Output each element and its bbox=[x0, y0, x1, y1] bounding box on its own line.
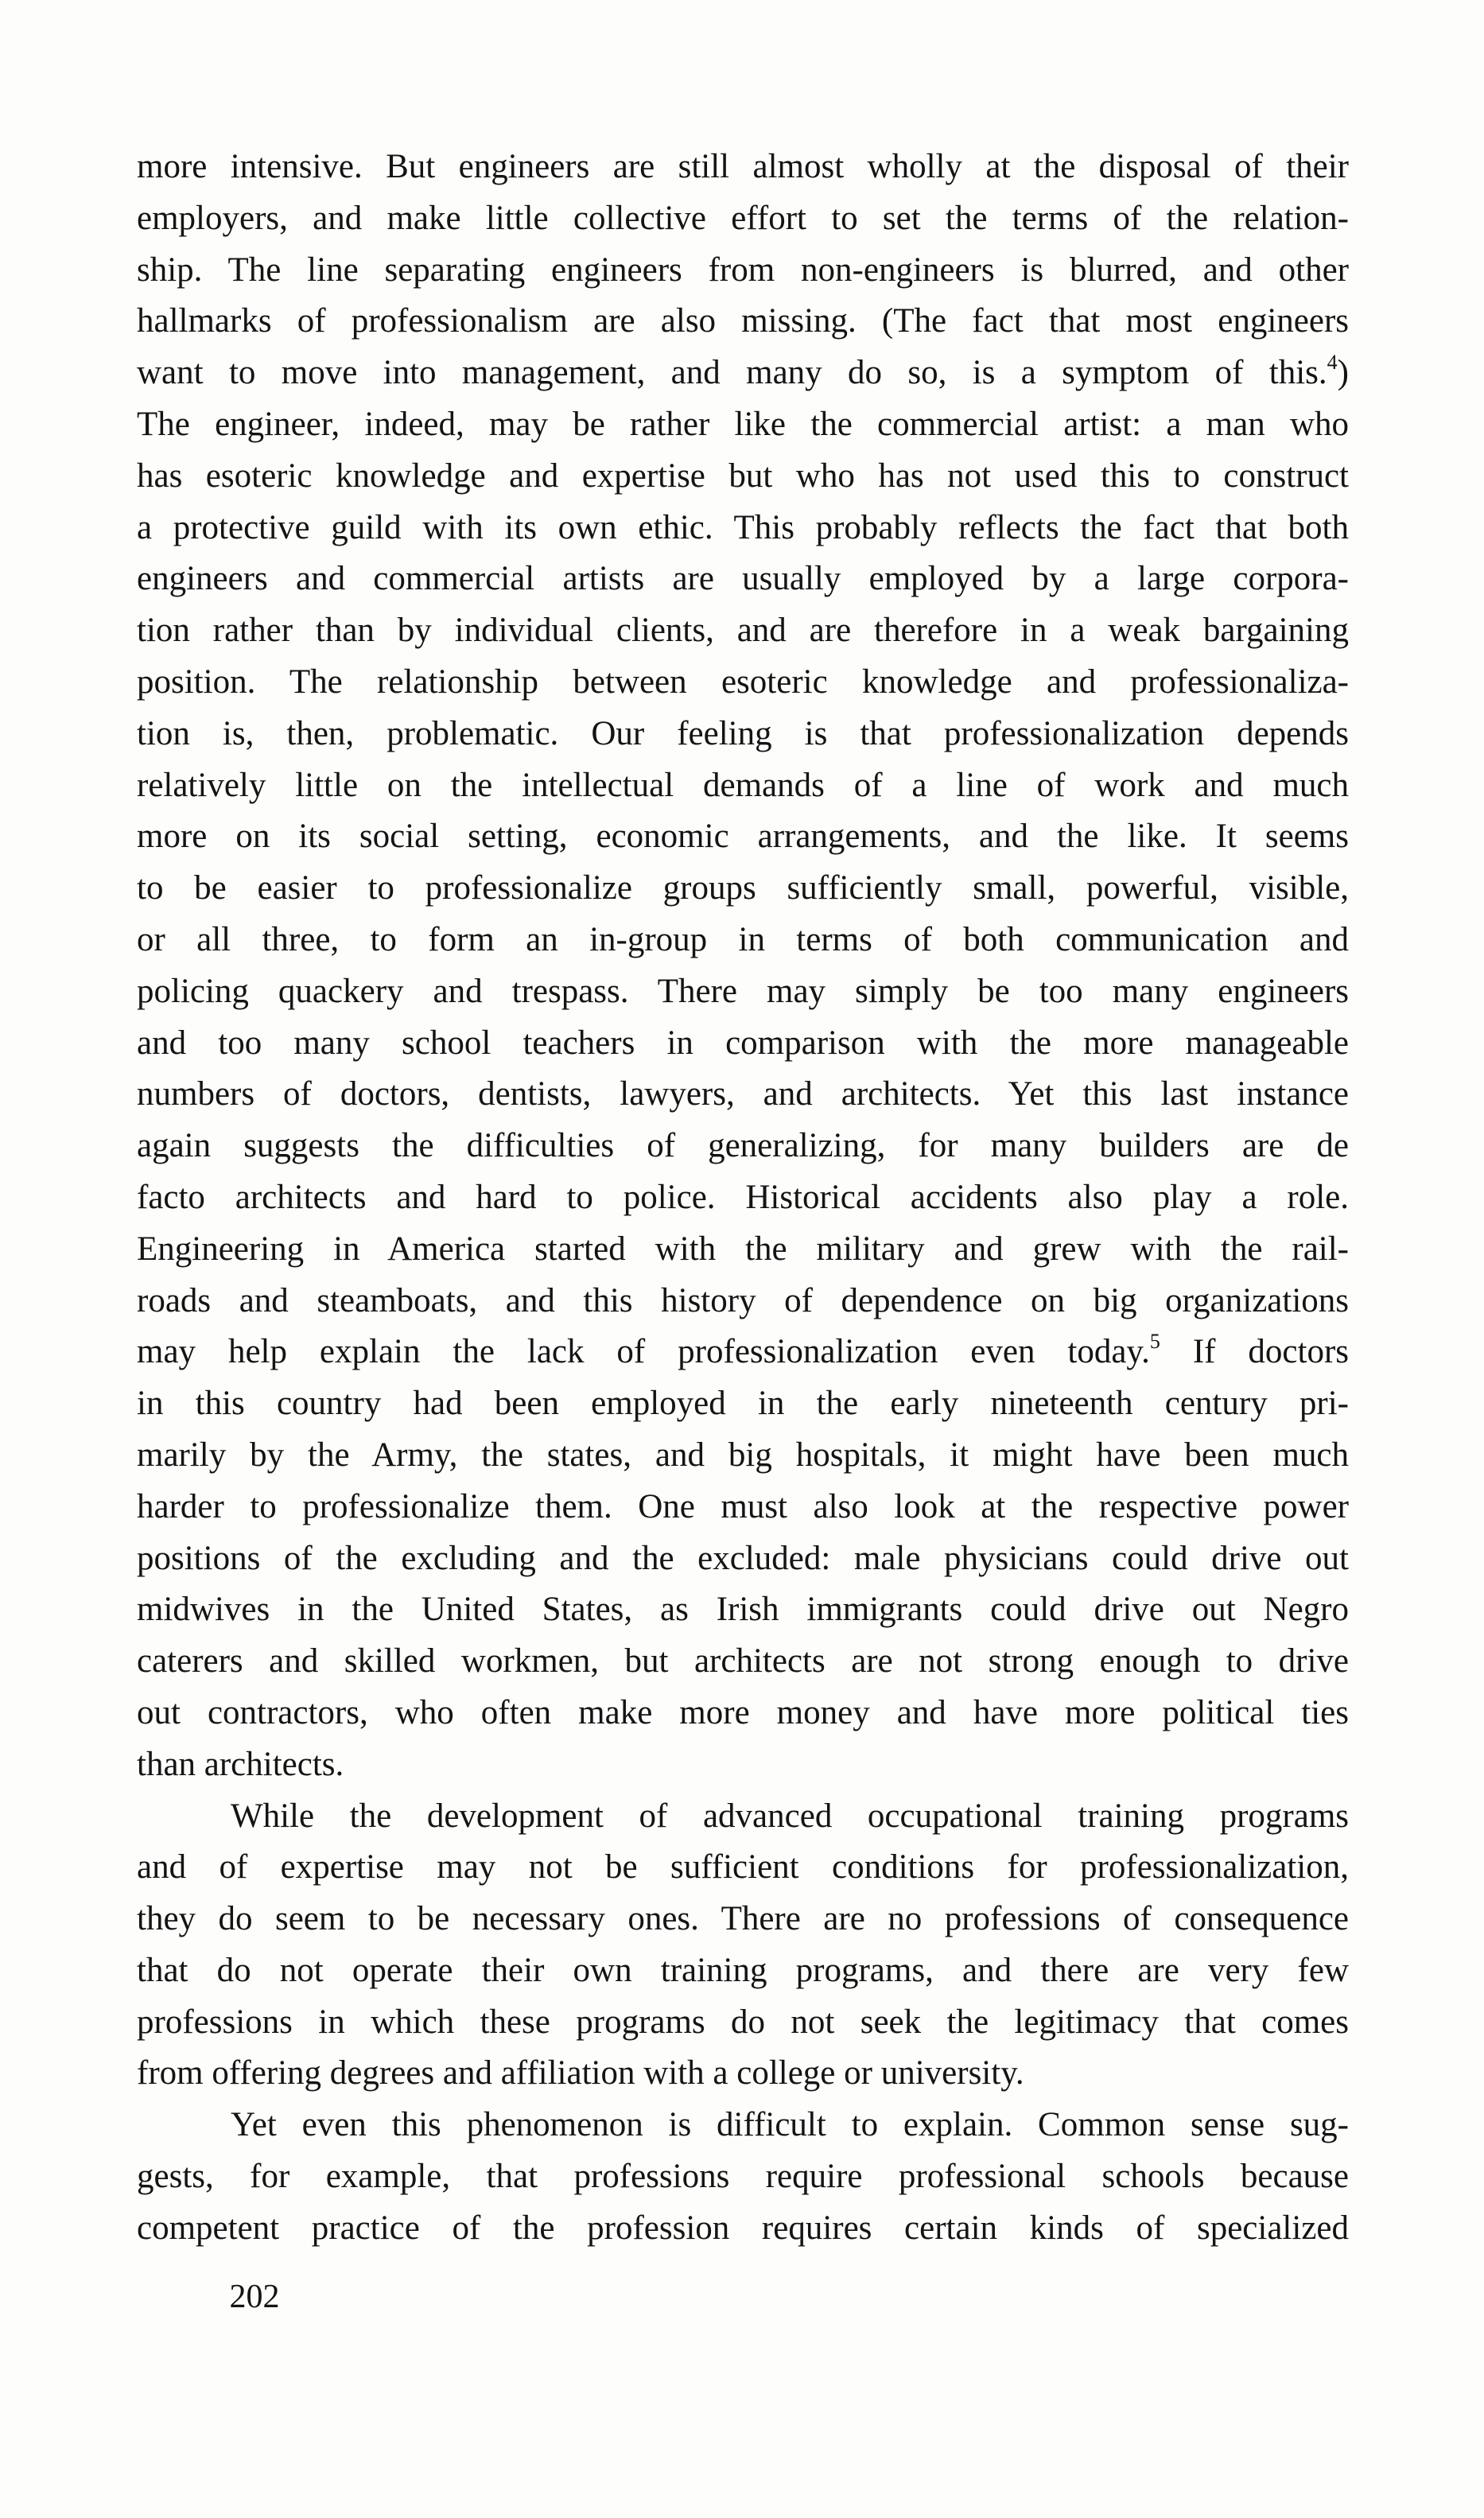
text-line: has esoteric knowledge and expertise but who has not used this to construct bbox=[137, 457, 1349, 495]
text-segment: may help explain the lack of professionalization even today. bbox=[137, 1333, 1150, 1371]
text-line: employers, and make little collective effort to set the terms of the relation- bbox=[137, 199, 1349, 237]
text-line: numbers of doctors, dentists, lawyers, and architects. Yet this last instance bbox=[137, 1075, 1349, 1113]
text-line: professions in which these programs do not seek the legitimacy that comes bbox=[137, 2003, 1349, 2041]
text-line: than architects. bbox=[137, 1745, 344, 1783]
text-line: hallmarks of professionalism are also missing. (The fact that most engineers bbox=[137, 302, 1349, 340]
paragraph-1 bbox=[137, 142, 1349, 1791]
text-line: policing quackery and trespass. There may simply be too many engineers bbox=[137, 972, 1349, 1010]
text-line: Engineering in America started with the military and grew with the rail- bbox=[137, 1230, 1349, 1268]
text-line: marily by the Army, the states, and big hospitals, it might have been much bbox=[137, 1436, 1349, 1474]
paragraph-3 bbox=[137, 2100, 1349, 2254]
text-line: in this country had been employed in the early nineteenth century pri- bbox=[137, 1385, 1349, 1423]
text-line: The engineer, indeed, may be rather like the commercial artist: a man who bbox=[137, 405, 1349, 443]
text-line: relatively little on the intellectual demands of a line of work and much bbox=[137, 766, 1349, 804]
text-line: or all three, to form an in-group in terms of both communication and bbox=[137, 920, 1349, 958]
paragraph-2 bbox=[137, 1791, 1349, 2100]
text-line: facto architects and hard to police. Historical accidents also play a role. bbox=[137, 1178, 1349, 1216]
text-line: ship. The line separating engineers from non-engineers is blurred, and other bbox=[137, 251, 1349, 289]
text-line: Yet even this phenomenon is difficult to explain. Common sense sug- bbox=[231, 2106, 1349, 2144]
text-line: positions of the excluding and the excluded: male physicians could drive out bbox=[137, 1539, 1349, 1577]
text-line: to be easier to professionalize groups sufficiently small, powerful, visible, bbox=[137, 869, 1349, 907]
text-line: and too many school teachers in comparison with the more manageable bbox=[137, 1024, 1349, 1062]
text-line: roads and steamboats, and this history of dependence on big organizations bbox=[137, 1281, 1349, 1319]
text-line: harder to professionalize them. One must also look at the respective power bbox=[137, 1487, 1349, 1525]
text-segment: ) bbox=[1337, 354, 1349, 392]
text-line: engineers and commercial artists are usually employed by a large corpora- bbox=[137, 560, 1349, 598]
text-line: competent practice of the profession requires certain kinds of specialized bbox=[137, 2209, 1349, 2247]
text-line: from offering degrees and affiliation with a college or university. bbox=[137, 2054, 1024, 2093]
text-line: they do seem to be necessary ones. There are no professions of consequence bbox=[137, 1900, 1349, 1938]
footnote-ref: 5 bbox=[1149, 1330, 1160, 1354]
text-line: more on its social setting, economic arrangements, and the like. It seems bbox=[137, 818, 1349, 856]
text-segment: want to move into management, and many do so, is a symptom of this. bbox=[137, 354, 1327, 392]
text-line: tion rather than by individual clients, and are therefore in a weak bargaining bbox=[137, 612, 1349, 650]
body-text bbox=[137, 142, 1349, 2255]
text-line: tion is, then, problematic. Our feeling is that professionalization depends bbox=[137, 714, 1349, 752]
text-line: and of expertise may not be sufficient conditions for professionalization, bbox=[137, 1848, 1349, 1887]
text-line: a protective guild with its own ethic. This probably reflects the fact that both bbox=[137, 508, 1349, 546]
text-line: more intensive. But engineers are still almost wholly at the disposal of their bbox=[137, 148, 1349, 185]
text-line: out contractors, who often make more money and have more political ties bbox=[137, 1693, 1349, 1731]
text-line: that do not operate their own training programs, and there are very few bbox=[137, 1951, 1349, 1989]
text-segment: If doctors bbox=[1160, 1333, 1349, 1371]
page-number: 202 bbox=[229, 2279, 280, 2315]
text-line: caterers and skilled workmen, but architects are not strong enough to drive bbox=[137, 1642, 1349, 1681]
text-line bbox=[137, 348, 1349, 399]
footnote-ref: 4 bbox=[1327, 351, 1338, 375]
text-line: While the development of advanced occupational training programs bbox=[231, 1797, 1349, 1835]
text-line: midwives in the United States, as Irish immigrants could drive out Negro bbox=[137, 1591, 1349, 1629]
text-line: position. The relationship between esoteric knowledge and professionaliza- bbox=[137, 663, 1349, 701]
text-line: again suggests the difficulties of generalizing, for many builders are de bbox=[137, 1127, 1349, 1165]
text-line: gests, for example, that professions require professional schools because bbox=[137, 2158, 1349, 2196]
text-line bbox=[137, 1327, 1349, 1378]
